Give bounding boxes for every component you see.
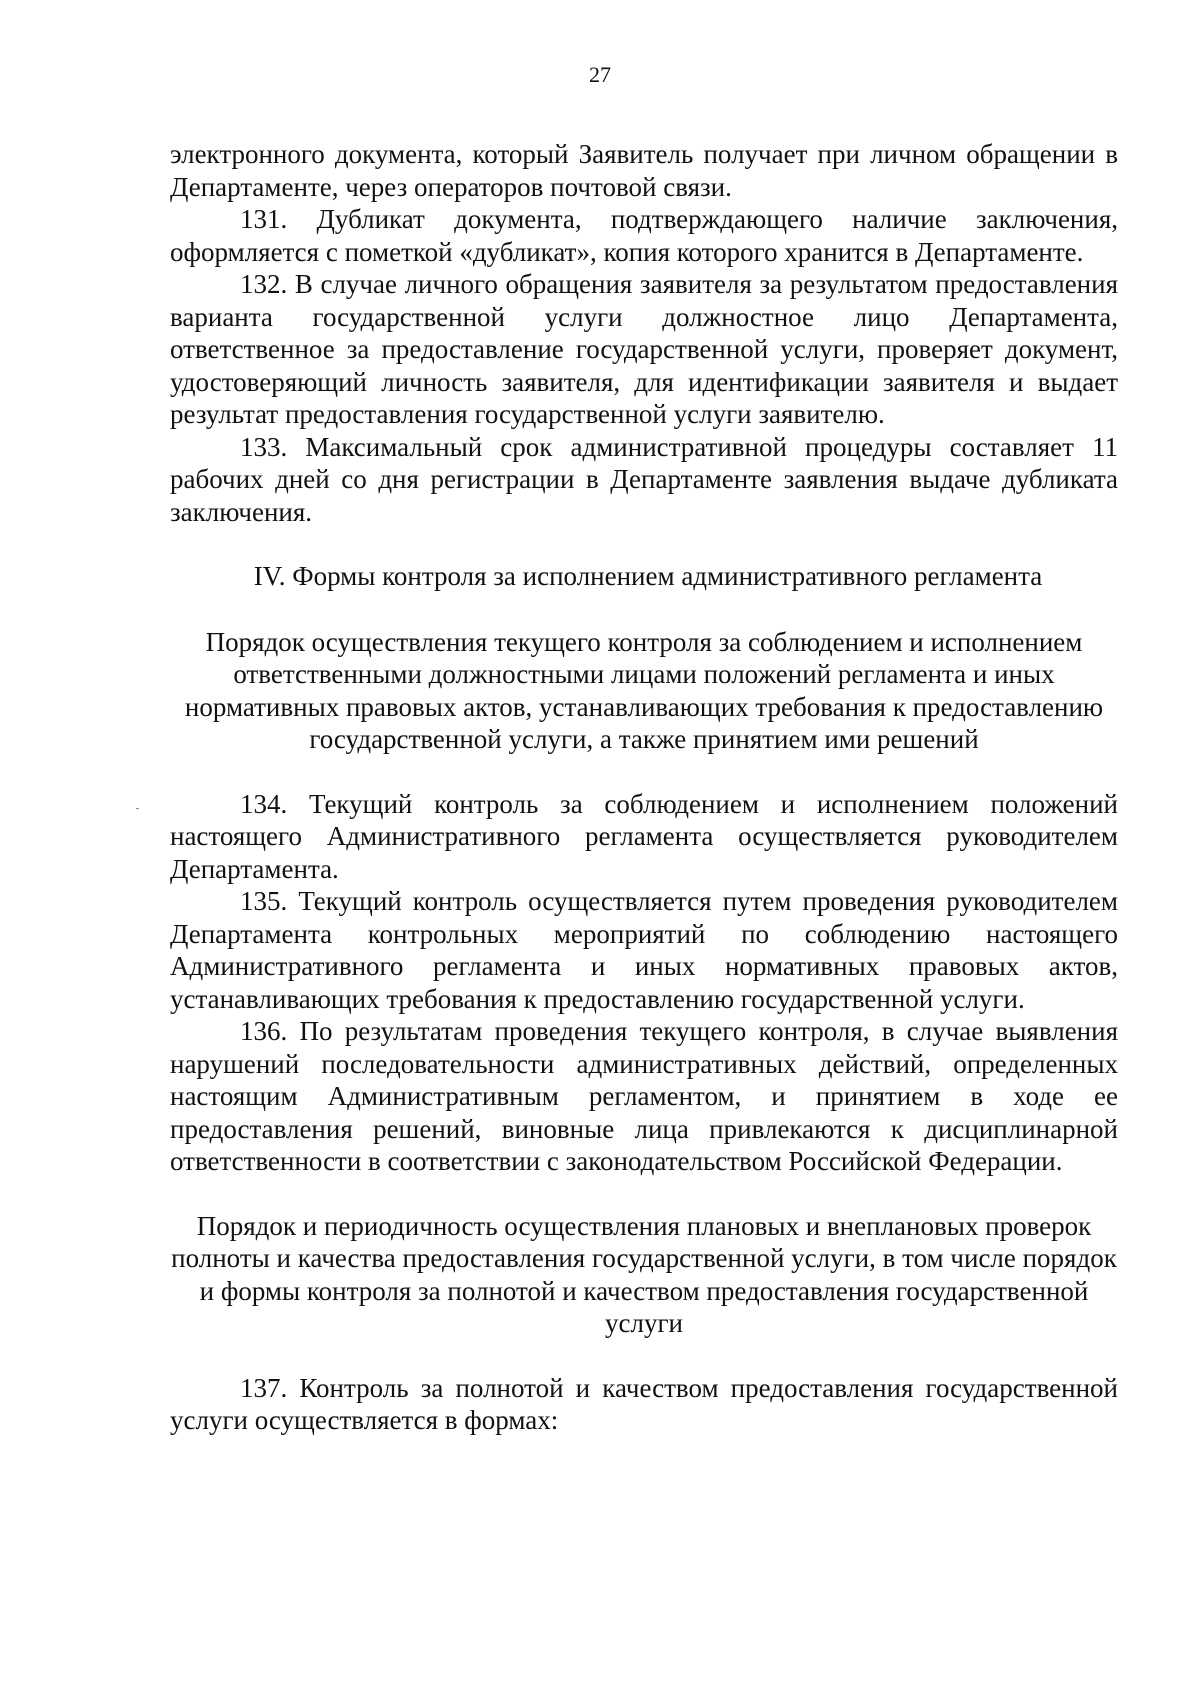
document-body (170, 138, 1118, 1437)
spacer (170, 1340, 1118, 1372)
paragraph-137: 137. Контроль за полнотой и качеством предоставления государственной услуги осуществляется в формах: (170, 1372, 1118, 1435)
spacer (170, 593, 1118, 626)
paragraph-130-continuation: электронного документа, который Заявитель получает при личном обращении в Департаменте, через операторов почтовой связи. (170, 139, 1118, 202)
section-title-iv: IV. Формы контроля за исполнением административного регламента (253, 561, 1043, 591)
paragraph-131: 131. Дубликат документа, подтверждающего наличие заключения, оформляется с пометкой «дубликат», копия которого хранится в Департаменте. (170, 204, 1118, 267)
paragraph-134: 134. Текущий контроль за соблюдением и исполнением положений настоящего Административного регламента осуществляется руководителем Департамента. (170, 788, 1118, 884)
paragraph-133: 133. Максимальный срок административной процедуры составляет 11 рабочих дней со дня регистрации в Департаменте заявления выдаче дубликата заключения. (170, 431, 1118, 527)
paragraph-132: 132. В случае личного обращения заявителя за результатом предоставления варианта государственной услуги должностное лицо Департамента, ответственное за предоставление государственной услуги, проверяет документ, удостоверяющий личность заявителя, для идентификации заявителя и выдает результат предоставления государственной услуги заявителю. (170, 269, 1118, 429)
subheading-inspections: Порядок и периодичность осуществления плановых и внеплановых проверок полноты и качества предоставления государственной услуги, в том числе порядок и формы контроля за полнотой и качеством предоставления государственной услуги (171, 1210, 1117, 1338)
spacer (170, 756, 1118, 788)
page-number: 27 (589, 62, 611, 87)
subheading-current-control: Порядок осуществления текущего контроля за соблюдением и исполнением ответственными должностными лицами положений регламента и иных нормативных правовых актов, устанавливающих требования к предоставлению государственной услуги, а также принятием ими решений (184, 626, 1104, 754)
scan-speck (136, 808, 139, 809)
paragraph-136: 136. По результатам проведения текущего контроля, в случае выявления нарушений последовательности административных действий, определенных настоящим Административным регламентом, и принятием в ходе ее предоставления решений, виновные лица привлекаются к дисциплинарной ответственности в соответствии с законодательством Российской Федерации. (170, 1016, 1118, 1176)
paragraph-135: 135. Текущий контроль осуществляется путем проведения руководителем Департамента контрольных мероприятий по соблюдению настоящего Административного регламента и иных нормативных правовых актов, устанавливающих требования к предоставлению государственной услуги. (170, 886, 1118, 1014)
spacer (170, 528, 1118, 560)
spacer (170, 1178, 1118, 1210)
